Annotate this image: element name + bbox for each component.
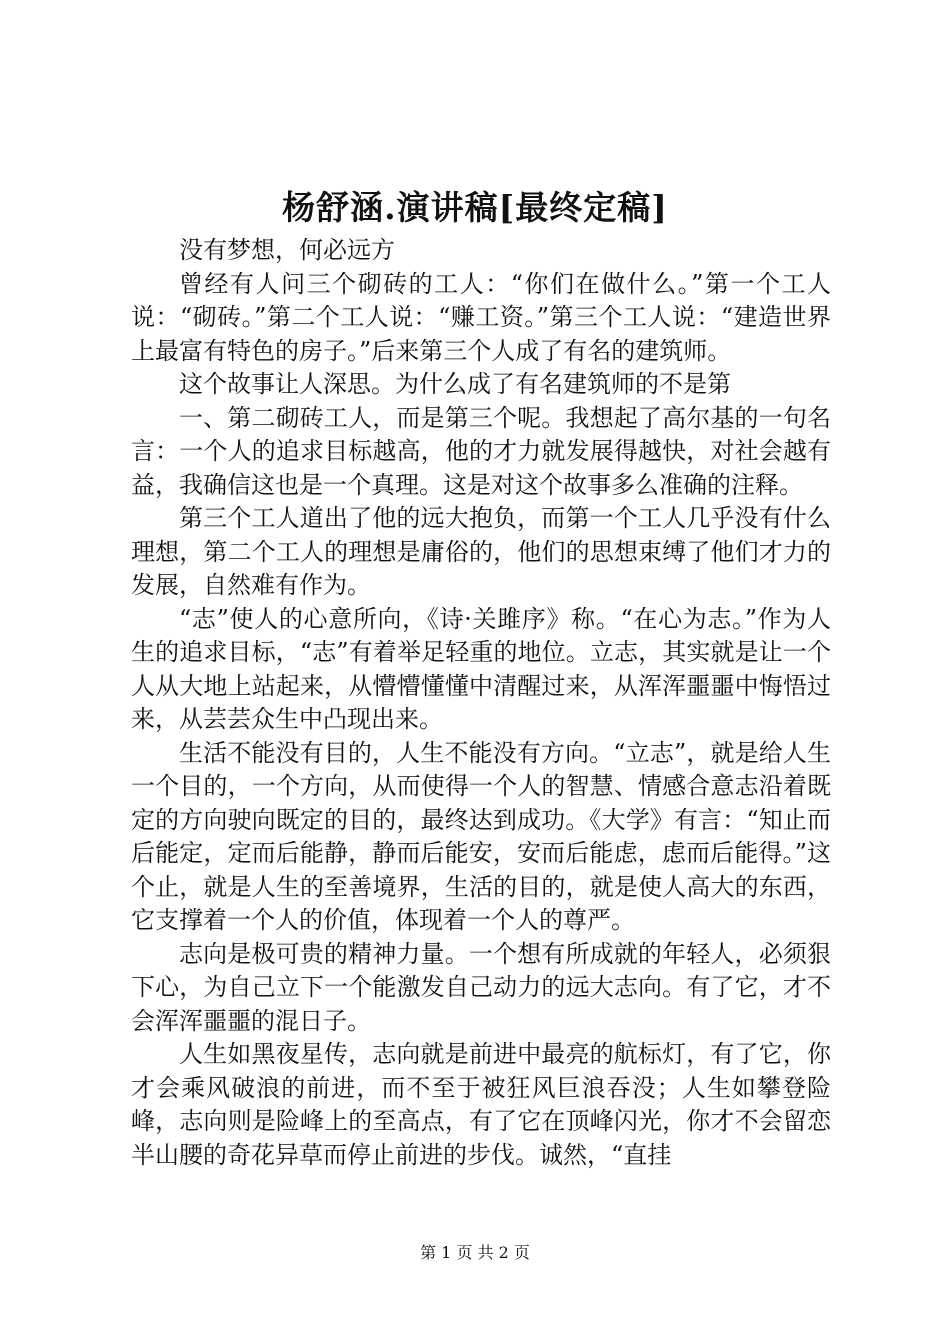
paragraph-2: 曾经有人问三个砌砖的工人：“你们在做什么。”第一个工人说：“砌砖。”第二个工人说：“赚工资。”第三个工人说：“建造世界上最富有特色的房子。”后来第三个人成了有名的建筑师。 bbox=[131, 269, 831, 365]
page-footer: 第 1 页 共 2 页 bbox=[420, 1243, 530, 1262]
paragraph-9: 人生如黑夜星传，志向就是前进中最亮的航标灯，有了它，你才会乘风破浪的前进，而不至于被狂风巨浪吞没；人生如攀登险峰，志向则是险峰上的至高点，有了它在顶峰闪光，你才不会留恋半山腰的奇花异草而停止前进的步伐。诚然，“直挂 bbox=[131, 1040, 831, 1169]
paragraph-7: 生活不能没有目的，人生不能没有方向。“立志”，就是给人生一个目的，一个方向，从而使得一个人的智慧、情感合意志沿着既定的方向驶向既定的目的，最终达到成功。《大学》有言：“知止而后能定，定而后能静，静而后能安，安而后能虑，虑而后能得。”这个止，就是人生的至善境界，生活的目的，就是使人高大的东西，它支撑着一个人的价值，体现着一个人的尊严。 bbox=[131, 738, 831, 934]
paragraph-4: 一、第二砌砖工人，而是第三个呢。我想起了高尔基的一句名言：一个人的追求目标越高，他的才力就发展得越快，对社会越有益，我确信这也是一个真理。这是对这个故事多么准确的注释。 bbox=[131, 403, 831, 499]
paragraph-1: 没有梦想，何必远方 bbox=[179, 236, 395, 264]
paragraph-6: “志”使人的心意所向，《诗·关雎序》称。“在心为志。”作为人生的追求目标，“志”有着举足轻重的地位。立志，其实就是让一个人从大地上站起来，从懵懵懂懂中清醒过来，从浑浑噩噩中悔悟过来，从芸芸众生中凸现出来。 bbox=[131, 604, 831, 733]
paragraph-3: 这个故事让人深思。为什么成了有名建筑师的不是第 bbox=[179, 370, 731, 398]
paragraph-8: 志向是极可贵的精神力量。一个想有所成就的年轻人，必须狠下心，为自己立下一个能激发自己动力的远大志向。有了它，才不会浑浑噩噩的混日子。 bbox=[131, 939, 831, 1035]
document-body bbox=[131, 234, 831, 1172]
paragraph-5: 第三个工人道出了他的远大抱负，而第一个工人几乎没有什么理想，第二个工人的理想是庸俗的，他们的思想束缚了他们才力的发展，自然难有作为。 bbox=[131, 504, 831, 599]
document-title: 杨舒涵.演讲稿[最终定稿] bbox=[282, 188, 668, 227]
